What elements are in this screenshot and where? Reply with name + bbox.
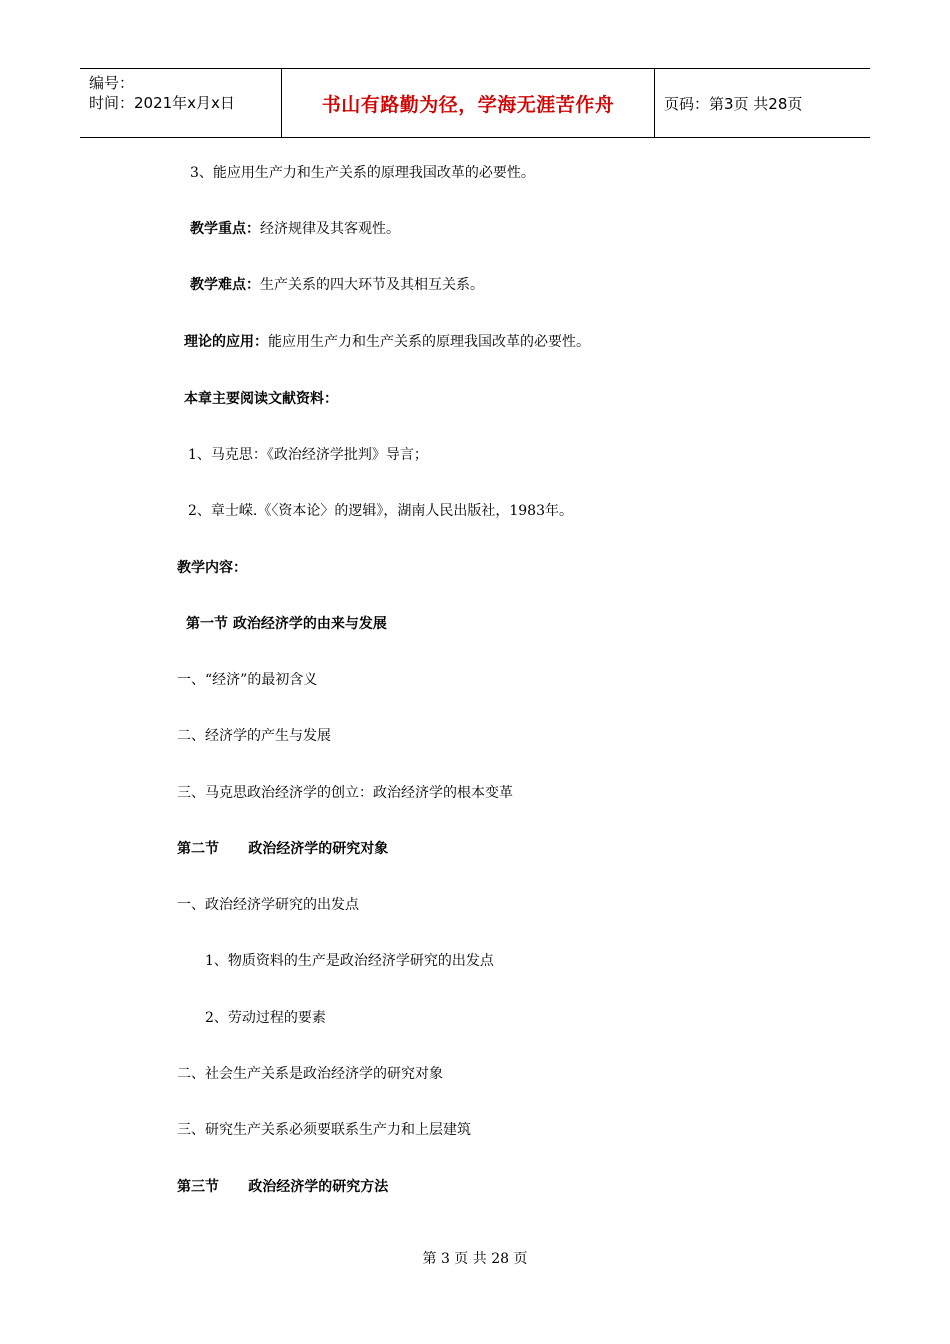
page-info: 页码：第3页 共28页 [664,94,803,113]
section-1-item-3: 三、马克思政治经济学的创立：政治经济学的根本变革 [177,785,513,801]
application-text: 能应用生产力和生产关系的原理我国改革的必要性。 [268,334,590,350]
section-2-subitem-2: 2、劳动过程的要素 [205,1010,326,1026]
section-2-item-2: 二、社会生产关系是政治经济学的研究对象 [177,1066,443,1082]
section-2-item-1: 一、政治经济学研究的出发点 [177,897,359,913]
reading-title: 本章主要阅读文献资料： [184,391,338,407]
objective-3: 3、能应用生产力和生产关系的原理我国改革的必要性。 [190,165,535,181]
header-page-cell [655,69,870,137]
section-2-title: 第二节 政治经济学的研究对象 [177,841,389,857]
time-label: 时间：2021年x月x日 [89,94,235,112]
header-left-cell [80,69,282,137]
key-point-text: 经济规律及其客观性。 [260,221,400,237]
key-point-label: 教学重点： [190,221,260,237]
difficulty-line [190,274,484,294]
section-1-item-1: 一、“经济”的最初含义 [177,672,318,688]
reading-item-1: 1、马克思：《政治经济学批判》导言； [188,447,428,463]
section-2-item-3: 三、研究生产关系必须要联系生产力和上层建筑 [177,1122,471,1138]
content-title: 教学内容： [177,560,247,576]
motto-text: 书山有路勤为径，学海无涯苦作舟 [321,93,615,116]
section-1-title: 第一节 政治经济学的由来与发展 [186,616,387,632]
section-3-title: 第三节 政治经济学的研究方法 [177,1179,389,1195]
page-header [80,68,870,138]
application-label: 理论的应用： [184,334,268,350]
section-2-subitem-1: 1、物质资料的生产是政治经济学研究的出发点 [205,953,494,969]
difficulty-label: 教学难点： [190,277,260,293]
header-motto-cell [282,69,655,137]
number-label: 编号： [89,74,135,92]
application-line [184,331,590,351]
key-point-line [190,218,400,238]
difficulty-text: 生产关系的四大环节及其相互关系。 [260,277,484,293]
page-footer: 第 3 页 共 28 页 [422,1251,528,1267]
section-1-item-2: 二、经济学的产生与发展 [177,728,331,744]
reading-item-2: 2、章士嵘.《〈资本论〉的逻辑》，湖南人民出版社，1983年。 [188,503,573,519]
